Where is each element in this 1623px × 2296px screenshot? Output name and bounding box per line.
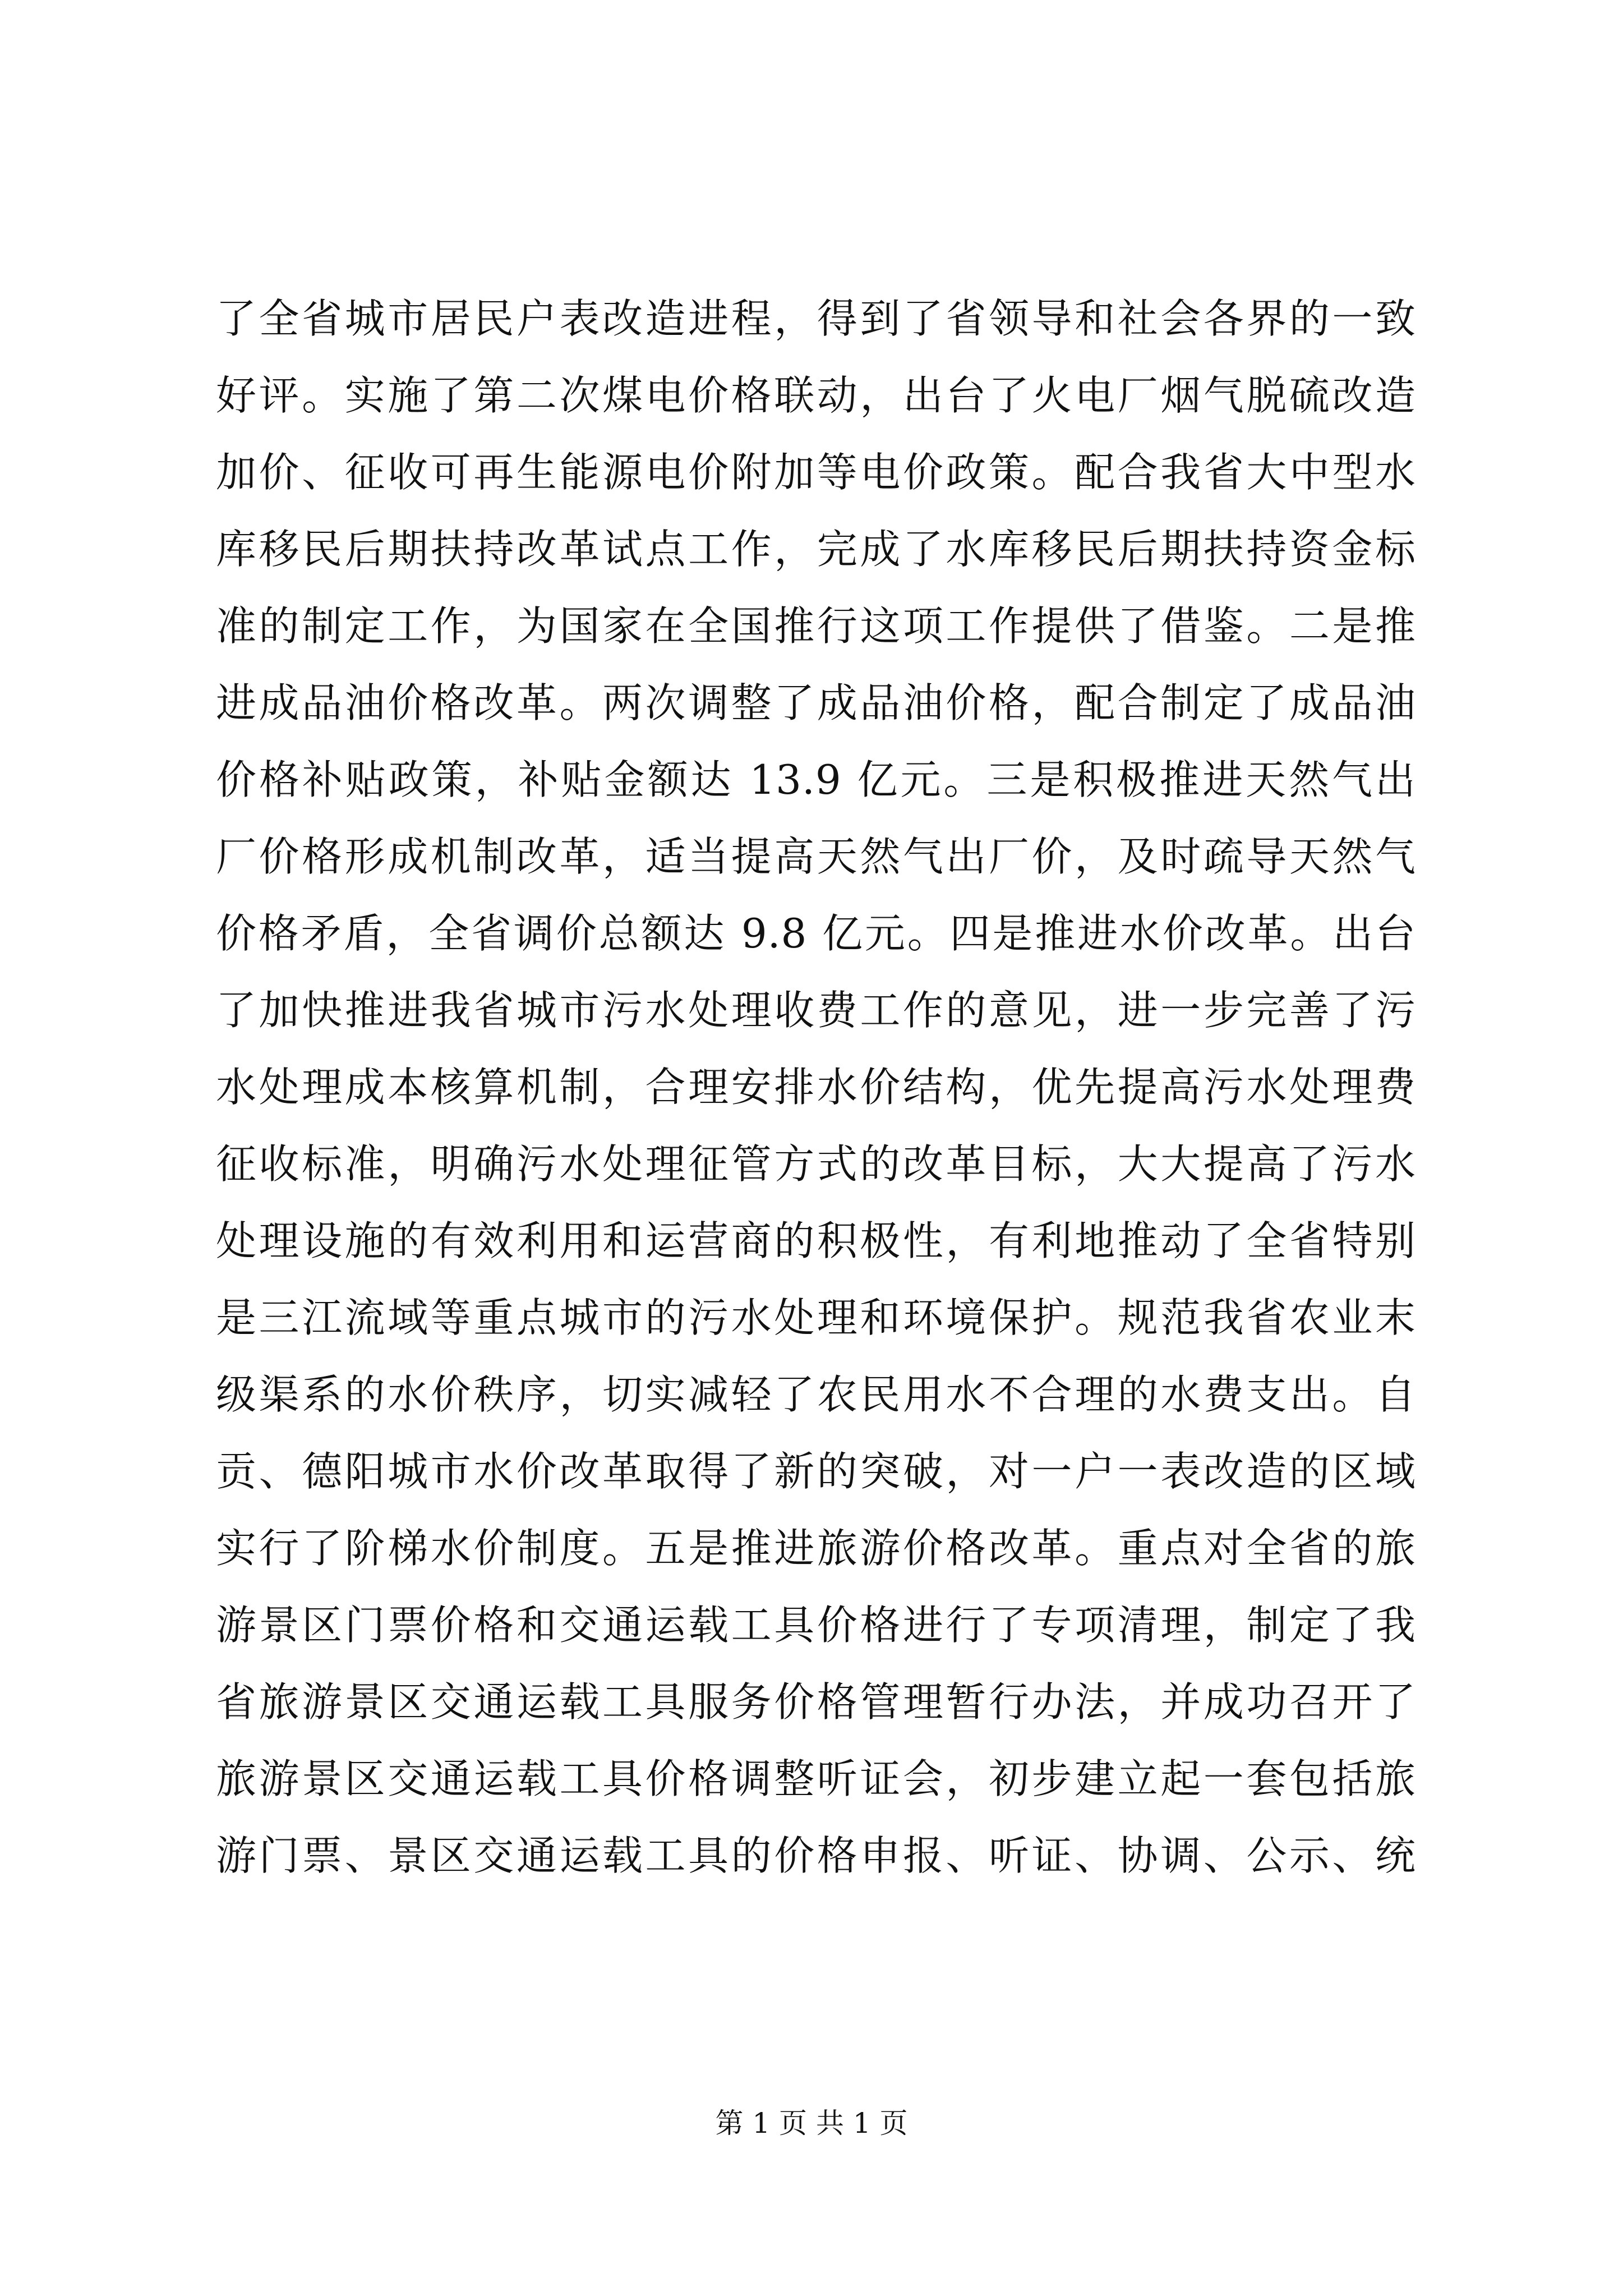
text-line: 厂价格形成机制改革，适当提高天然气出厂价，及时疏导天然气 [216, 833, 1416, 880]
text-line: 库移民后期扶持改革试点工作，完成了水库移民后期扶持资金标 [216, 526, 1416, 573]
text-line: 是三江流域等重点城市的污水处理和环境保护。规范我省农业末 [216, 1294, 1416, 1341]
text-line: 进成品油价格改革。两次调整了成品油价格，配合制定了成品油 [216, 679, 1416, 726]
text-line: 加价、征收可再生能源电价附加等电价政策。配合我省大中型水 [216, 449, 1416, 496]
text-line: 了全省城市居民户表改造进程，得到了省领导和社会各界的一致 [216, 295, 1416, 342]
text-line: 实行了阶梯水价制度。五是推进旅游价格改革。重点对全省的旅 [216, 1525, 1416, 1572]
text-line: 好评。实施了第二次煤电价格联动，出台了火电厂烟气脱硫改造 [216, 372, 1416, 419]
text-line: 处理设施的有效利用和运营商的积极性，有利地推动了全省特别 [216, 1217, 1416, 1264]
text-line: 贡、德阳城市水价改革取得了新的突破，对一户一表改造的区域 [216, 1448, 1416, 1495]
text-line: 游景区门票价格和交通运载工具价格进行了专项清理，制定了我 [216, 1602, 1416, 1649]
text-line: 价格补贴政策，补贴金额达 13.9 亿元。三是积极推进天然气出 [216, 756, 1416, 803]
text-line: 省旅游景区交通运载工具服务价格管理暂行办法，并成功召开了 [216, 1678, 1416, 1726]
text-line: 了加快推进我省城市污水处理收费工作的意见，进一步完善了污 [216, 987, 1416, 1034]
text-line: 准的制定工作，为国家在全国推行这项工作提供了借鉴。二是推 [216, 602, 1416, 650]
text-line: 级渠系的水价秩序，切实减轻了农民用水不合理的水费支出。自 [216, 1371, 1416, 1418]
text-line: 旅游景区交通运载工具价格调整听证会，初步建立起一套包括旅 [216, 1755, 1416, 1802]
text-line: 水处理成本核算机制，合理安排水价结构，优先提高污水处理费 [216, 1064, 1416, 1111]
text-line: 价格矛盾，全省调价总额达 9.8 亿元。四是推进水价改革。出台 [216, 910, 1416, 957]
body-text [216, 280, 1416, 1894]
page-footer: 第 1 页 共 1 页 [715, 2107, 908, 2139]
text-line: 征收标准，明确污水处理征管方式的改革目标，大大提高了污水 [216, 1140, 1416, 1188]
text-line: 游门票、景区交通运载工具的价格申报、听证、协调、公示、统 [216, 1832, 1416, 1879]
